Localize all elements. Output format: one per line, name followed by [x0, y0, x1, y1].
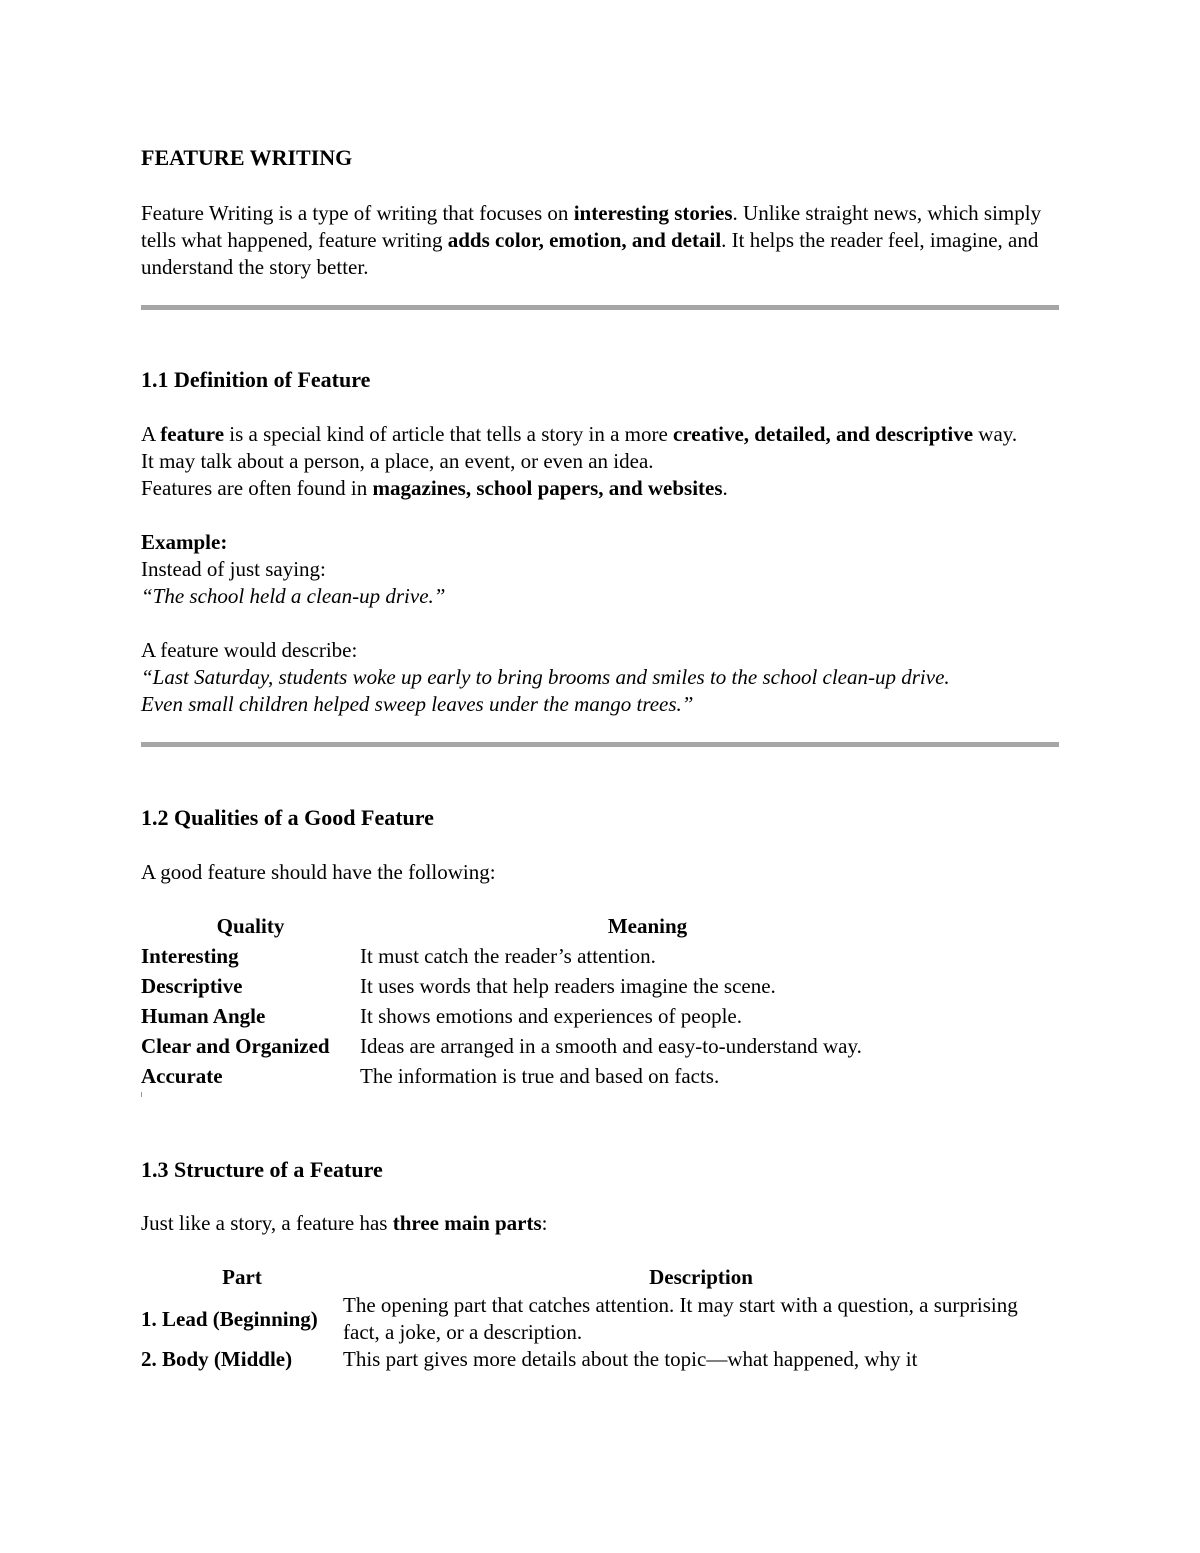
structure-text-2: :: [541, 1211, 548, 1235]
table-header-row: [141, 1262, 1059, 1292]
topics-paragraph: It may talk about a person, a place, an event, or even an idea.: [141, 449, 654, 473]
section-heading-definition: 1.1 Definition of Feature: [141, 367, 371, 392]
description-cell: This part gives more details about the topic—what happened, why it: [343, 1347, 918, 1371]
section-heading-structure: 1.3 Structure of a Feature: [141, 1157, 383, 1182]
instead-quote: “The school held a clean-up drive.”: [141, 584, 446, 608]
intro-paragraph: [141, 200, 1059, 281]
qualities-table: [141, 911, 935, 1091]
meaning-cell: Ideas are arranged in a smooth and easy-to-understand way.: [360, 1034, 862, 1058]
def-bold-1: feature: [160, 422, 225, 446]
meaning-cell: It uses words that help readers imagine the scene.: [360, 974, 776, 998]
document-page: [141, 143, 1059, 1373]
quality-cell: Human Angle: [141, 1004, 266, 1028]
intro-text-2: . Unlike straight news, which simply tells what happened, feature writing: [141, 201, 1042, 252]
def-text-2: is a special kind of article that tells a story in a more: [224, 422, 674, 446]
structure-bold-1: three main parts: [392, 1211, 542, 1235]
intro-text-1: Feature Writing is a type of writing that focuses on: [141, 201, 574, 225]
example-label: [141, 529, 1059, 556]
quality-cell: Accurate: [141, 1064, 223, 1088]
column-header-meaning: Meaning: [607, 914, 688, 938]
feature-quote-line-2: Even small children helped sweep leaves under the mango trees.”: [141, 692, 694, 716]
where-bold-1: magazines, school papers, and websites: [372, 476, 723, 500]
table-row: [141, 1001, 935, 1031]
intro-bold-1: interesting stories: [573, 201, 733, 225]
structure-table: [141, 1262, 1059, 1373]
where-text-2: .: [722, 476, 728, 500]
def-bold-2: creative, detailed, and descriptive: [673, 422, 974, 446]
part-cell: 1. Lead (Beginning): [141, 1306, 318, 1331]
section-heading-qualities: 1.2 Qualities of a Good Feature: [141, 805, 434, 830]
where-text-1: Features are often found in: [141, 476, 373, 500]
feature-text: A feature would describe:: [141, 638, 358, 662]
definition-paragraph: [141, 421, 1059, 448]
horizontal-rule: [141, 305, 1059, 310]
intro-bold-2: adds color, emotion, and detail: [447, 228, 722, 252]
table-row: [141, 1346, 1059, 1373]
table-header-row: [141, 911, 935, 941]
quality-cell: Interesting: [141, 944, 239, 968]
meaning-cell: It shows emotions and experiences of people.: [360, 1004, 742, 1028]
table-row: [141, 971, 935, 1001]
part-cell: 2. Body (Middle): [141, 1347, 293, 1371]
quality-cell: Descriptive: [141, 974, 243, 998]
table-row: [141, 1061, 935, 1091]
table-row: [141, 1031, 935, 1061]
def-text-1: A: [141, 422, 161, 446]
quality-cell: Clear and Organized: [141, 1034, 330, 1058]
column-header-part: Part: [222, 1265, 262, 1289]
table-row: [141, 941, 935, 971]
structure-intro: [141, 1210, 1059, 1237]
intro-text-3: . It helps the reader feel, imagine, and understand the story better.: [141, 228, 1039, 279]
meaning-cell: The information is true and based on facts.: [360, 1064, 720, 1088]
meaning-cell: It must catch the reader’s attention.: [360, 944, 656, 968]
document-title: FEATURE WRITING: [141, 145, 353, 170]
example-label-text: Example:: [141, 530, 228, 554]
table-end-mark: [141, 1092, 142, 1097]
column-header-description: Description: [649, 1265, 753, 1289]
feature-quote-line-1: “Last Saturday, students woke up early to bring brooms and smiles to the school clean-up drive.: [141, 665, 950, 689]
structure-text-1: Just like a story, a feature has: [141, 1211, 393, 1235]
column-header-quality: Quality: [216, 914, 285, 938]
table-row: [141, 1292, 1059, 1346]
def-text-3: way.: [973, 422, 1018, 446]
instead-text: Instead of just saying:: [141, 557, 326, 581]
qualities-intro: A good feature should have the following:: [141, 860, 496, 884]
where-found-paragraph: [141, 475, 1059, 502]
description-cell: The opening part that catches attention. It may start with a question, a surprising fact, a joke, or a description.: [343, 1293, 1018, 1344]
horizontal-rule: [141, 742, 1059, 747]
